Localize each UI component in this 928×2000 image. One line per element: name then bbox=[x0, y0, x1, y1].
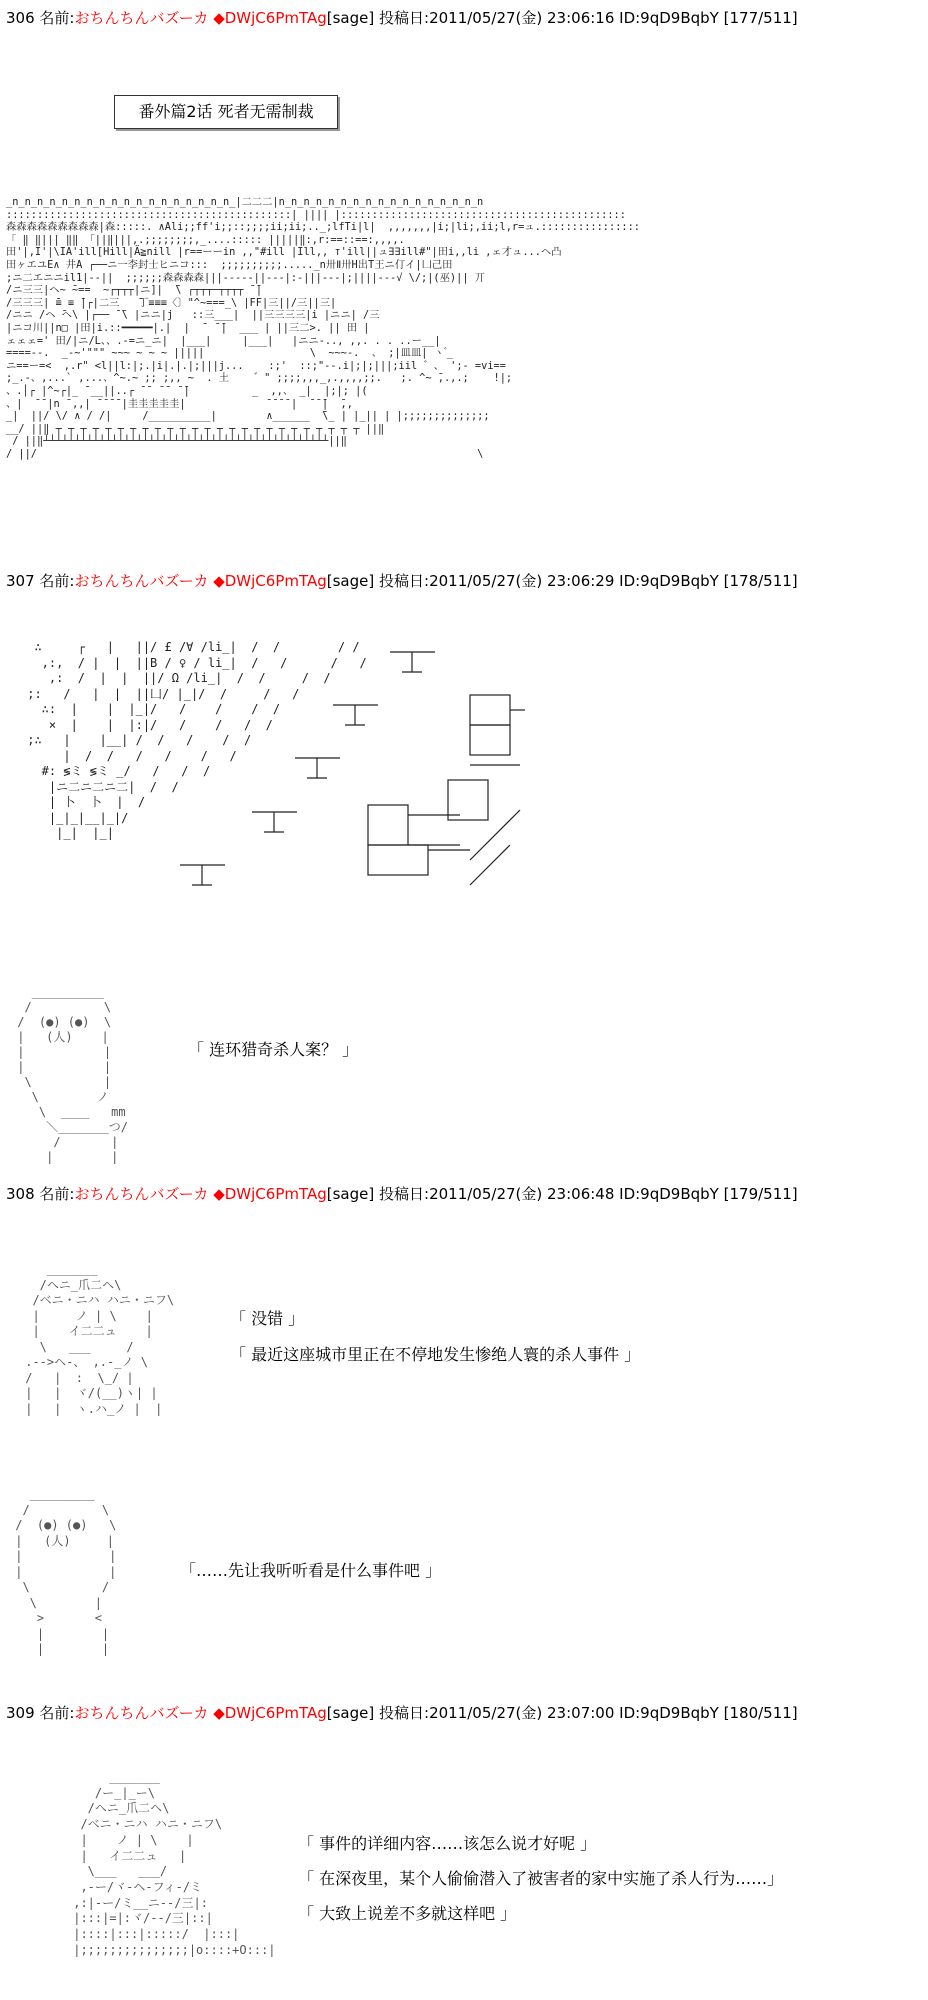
yaranaio-ascii-art-2: _______ /ー_|_ー\ /ヘニ_爪二ヘ\ /ベニ・ニハ ハニ・ニフ\ | ノ | \ | | イ二二ュ | \___ ___/ ,-ー/ヾ-ヘ-フィ-/ミ ,:|-ー/ミ__ニ--/三|: |:::|=|:ヾ/--/三|::| |::::|:::|:::::/ |:::| |;;;;;;;;;;;;;;;|o::::+O:::| bbox=[73, 1770, 276, 1957]
poster-id: ID:9qD9BqbY bbox=[619, 9, 719, 27]
post-header-309 bbox=[6, 1703, 798, 1723]
post-header-307 bbox=[6, 571, 798, 591]
post-count: [180/511] bbox=[723, 1704, 798, 1722]
yaruo-ascii-art-2: _________ / \ / (●) (●) \ | (人) | | | | | \ / \ | > < | | | | bbox=[15, 1487, 117, 1656]
interior-ascii-art: ∴ ┌ | ||/ £ /∀ /li_| / / / / ,:, / | | ||B / ♀ / li_| / / / / ,: / | | ||/ Ω /li_| / / / / ;: / | | ||凵/ |_|/ / / / ∴: | | |_|/ / / / / × | | |:|/ / / / / ;∴ | |__| / / / / / | / / / / / / #: ≶ミ ≶ミ _/ / / / |ニ二ニ二ニ二| / / | 卜 卜 | / |_|_|__|_|/ |_| |_| bbox=[27, 640, 367, 840]
post-number: 309 bbox=[6, 1704, 35, 1722]
post-count: [179/511] bbox=[723, 1185, 798, 1203]
poster-id: ID:9qD9BqbY bbox=[619, 572, 719, 590]
post-count: [178/511] bbox=[723, 572, 798, 590]
poster-mail: [sage] bbox=[326, 9, 375, 27]
post-date: 2011/05/27(金) 23:06:29 bbox=[429, 572, 615, 590]
dialog-line: 「 大致上说差不多就这样吧 」 bbox=[298, 1904, 517, 1923]
poster-name[interactable]: おちんちんバズーカ bbox=[74, 9, 209, 27]
poster-trip: ◆DWjC6PmTAg bbox=[213, 1185, 327, 1203]
town-ascii-art: _n_n_n_n_n_n_n_n_n_n_n_n_n_n_n_n_n_n_|二二二|n_n_n_n_n_n_n_n_n_n_n_n_n_n_n_n_n ::::::::::::::::::::::::::::::::::::::::::::::| |||| |:::::::::::::::::::::::::::::::::::::::::::::: 森森森森森森森森森|森:::::. ∧Ali;;ff'i;;::;;;;ii;ii;.._;lfTi|l| ,,,,,,,|i;|li;,ii;l,r=ュ.:::::::::::::::: 「 ‖ ‖||| ‖‖ 「||‖|||,.;;;;;;;;,_....::::: |||||‖:,r:==::==:,,,,. 田'|,I'|\IA'ill[Hill|Ä≧nill |r==ーーin ,,"#ill |Ill,, т'ill||ュ∃∃ill#"|田i,,li ,ェ才ュ...ヘ凸 田ヶエユE∧ 井A ┌──ニ一李封士ヒニコ::: ;;;;;;;;;;....._n卅Ⅱ卅H出T王ニ仃イ|凵己田 ;ニ二エニニil1|--|| ;;;;;;森森森森|||-----||---|:-|||---|;||||---√ \/;|(巫)|| 丌 /ニ三三|ヘ~ ̄~== ~┌┬┬┬|ニ]| ̄\ ┌┬┬┬─┬┬┬┬ ̄ ̄| /三三三| ̄≡ ≡ ̄|┌|二三 ̄丁≡≡≡〈〕"^~===_\ |FF|三||/三||三| /ニニ /ヘ ̄へ\ |┌── ̄ ̄\ |ニニ|j ::三___| ||三三三三|i |ニニ| /三 |ニコ川||n□ |田|i.::━━━━━|.| | ̄ ̄ ̄| ___ | ||三二>. || 田 | ェェェ=' 田/|ニ/L、、.-=ニ_ニ| |___| |___| |ニニ-.., ,,. . . ..ー__| ====--. _-~'""" ~~~ ~ ~ ~ ||||| \ ~~~-. 、 ;|皿皿| ヽ ゙_ ニ==ー=< ,.r" <l||l:|;.|i|.|.|;|||j... :;' ::;"--.i|;|;|||;iil ゛、 ';- =vi== ;_.-、,...` ,...、^~.~ ;; ;,, ~ . 土 ゛" ;;;;,,,_,.,,,,;;. ;. ^~ ̄,.,.; !|; 、.│┌ |^~┌|_ ̄ __||..┌ ̄ ̄ ̄ ̄ ̄ ̄| _ ,,、 _| |;|; |( 、| ̄ ̄ |n ̄ ,,| ̄ ̄ ̄ ̄ |圭圭圭圭圭| ̄ ̄ ̄ ̄ | ̄ ̄ ̄| ̄,, _| ||/ \/ ∧ / /| /__________| ∧______ ̄\_ | |_|| | |;;;;;;;;;;;;;; __/ ||‖ ┬ ┬ ┬ ┬ ┬ ┬ ┬ ┬ ┬ ┬ ┬ ┬ ┬ ┬ ┬ ┬ ┬ ┬ ┬ ┬ ┬ ┬ ┬ ┬ ┬ ||‖ / ||‖┴┴┴┴┴┴┴┴┴┴┴┴┴┴┴┴┴┴┴┴┴┴┴┴┴┴┴┴┴┴┴┴┴┴┴┴┴┴┴┴┴┴┴┴┴┴||‖ / ||/ \ bbox=[6, 196, 641, 460]
dialog-line: 「 在深夜里，某个人偷偷潜入了被害者的家中实施了杀人行为……」 bbox=[298, 1869, 784, 1888]
poster-id: ID:9qD9BqbY bbox=[619, 1704, 719, 1722]
poster-name[interactable]: おちんちんバズーカ bbox=[74, 1185, 209, 1203]
name-label: 名前: bbox=[39, 572, 75, 590]
staircase-drawing bbox=[180, 640, 580, 920]
name-label: 名前: bbox=[39, 1185, 75, 1203]
poster-mail: [sage] bbox=[326, 1185, 375, 1203]
post-header-308 bbox=[6, 1184, 798, 1204]
dialog-line: 「 连环猎奇杀人案？ 」 bbox=[188, 1040, 359, 1059]
episode-title: 番外篇2话 死者无需制裁 bbox=[114, 95, 338, 129]
post-number: 307 bbox=[6, 572, 35, 590]
poster-name[interactable]: おちんちんバズーカ bbox=[74, 572, 209, 590]
post-header-306 bbox=[6, 8, 798, 28]
post-count: [177/511] bbox=[723, 9, 798, 27]
post-number: 308 bbox=[6, 1185, 35, 1203]
poster-name[interactable]: おちんちんバズーカ bbox=[74, 1704, 209, 1722]
poster-mail: [sage] bbox=[326, 1704, 375, 1722]
date-label: 投稿日: bbox=[379, 1185, 430, 1203]
dialog-line: 「 最近这座城市里正在不停地发生惨绝人寰的杀人事件 」 bbox=[230, 1345, 641, 1364]
post-number: 306 bbox=[6, 9, 35, 27]
poster-id: ID:9qD9BqbY bbox=[619, 1185, 719, 1203]
name-label: 名前: bbox=[39, 1704, 75, 1722]
yaruo-ascii-art-1: __________ / \ / (●) (●) \ | (人) | | | | | \ | \ ノ \ ____ mm ＼_______つ/ / | | | bbox=[17, 985, 128, 1164]
post-date: 2011/05/27(金) 23:06:16 bbox=[429, 9, 615, 27]
date-label: 投稿日: bbox=[379, 572, 430, 590]
date-label: 投稿日: bbox=[379, 9, 430, 27]
post-date: 2011/05/27(金) 23:06:48 bbox=[429, 1185, 615, 1203]
post-date: 2011/05/27(金) 23:07:00 bbox=[429, 1704, 615, 1722]
yaranaio-ascii-art-1: _______ /ヘニ_爪二ヘ\ /ベニ・ニハ ハニ・ニフ\ | ノ | \ | | イ二二ュ | \ ___ / .-->ヘ-、 ,.-_ノ \ / | : \_/ | | | ヾ/(__)ヽ| | | | ヽ.ハ_ノ | | bbox=[25, 1262, 175, 1416]
dialog-line: 「……先让我听听看是什么事件吧 」 bbox=[180, 1561, 442, 1580]
poster-trip: ◆DWjC6PmTAg bbox=[213, 572, 327, 590]
date-label: 投稿日: bbox=[379, 1704, 430, 1722]
name-label: 名前: bbox=[39, 9, 75, 27]
poster-trip: ◆DWjC6PmTAg bbox=[213, 9, 327, 27]
poster-trip: ◆DWjC6PmTAg bbox=[213, 1704, 327, 1722]
dialog-line: 「 没错 」 bbox=[230, 1309, 305, 1328]
dialog-line: 「 事件的详细内容……该怎么说才好呢 」 bbox=[298, 1834, 597, 1853]
poster-mail: [sage] bbox=[326, 572, 375, 590]
